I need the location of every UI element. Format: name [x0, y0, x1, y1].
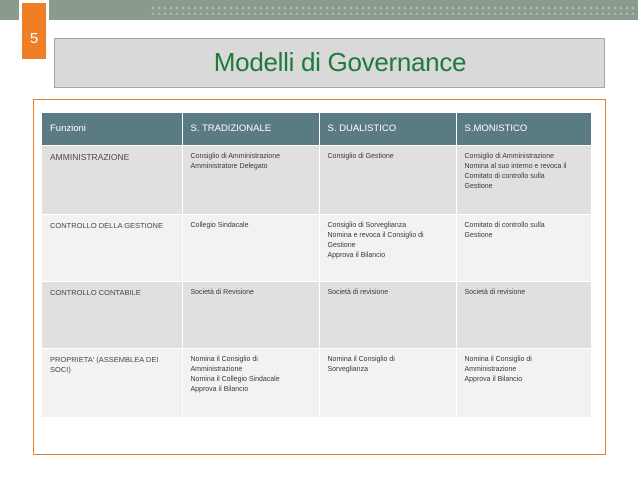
cell-text: Nomina il Consiglio di: [190, 355, 258, 363]
cell-text: Nomina il Consiglio di: [327, 355, 395, 363]
table-header-row: [42, 113, 591, 145]
cell-text: Nomina al suo interno e revoca il: [464, 162, 567, 170]
cell-text: Società di revisione: [327, 288, 389, 296]
cell-text: Società di revisione: [464, 288, 526, 296]
header-dualistico: S. DUALISTICO: [319, 113, 456, 145]
cell-text: Società di Revisione: [190, 288, 254, 296]
page-number-badge: 5: [19, 0, 49, 62]
cell-funzione: [42, 214, 182, 281]
table-row: [42, 348, 591, 417]
cell-text: Collegio Sindacale: [190, 221, 249, 229]
cell-text: Consiglio di Amministrazione: [190, 152, 280, 160]
cell-tradizionale: [182, 348, 319, 417]
cell-text: Nomina il Collegio Sindacale: [190, 375, 280, 383]
cell-text: Gestione: [327, 241, 356, 249]
cell-monistico: [456, 281, 591, 348]
top-decorative-band: [0, 0, 638, 20]
cell-text: Sorveglianza: [327, 365, 368, 373]
header-monistico: S.MONISTICO: [456, 113, 591, 145]
cell-text: Amministrazione: [464, 365, 517, 373]
header-funzioni: Funzioni: [42, 113, 182, 145]
cell-text: Approva il Bilancio: [464, 375, 523, 383]
slide-title: Modelli di Governance: [213, 47, 467, 77]
header-tradizionale: S. TRADIZIONALE: [182, 113, 319, 145]
cell-text: Nomina il Consiglio di: [464, 355, 532, 363]
cell-text: Comitato di controllo sulla: [464, 221, 545, 229]
cell-dualistico: [319, 214, 456, 281]
cell-text: SOCI): [50, 364, 71, 374]
cell-text: Consiglio di Sorveglianza: [327, 221, 407, 229]
cell-text: Nomina e revoca il Consiglio di: [327, 231, 424, 239]
cell-funzione: [42, 145, 182, 214]
table-row: [42, 145, 591, 214]
cell-text: Amministrazione: [190, 365, 243, 373]
cell-text: Approva il Bilancio: [190, 385, 249, 393]
cell-monistico: [456, 145, 591, 214]
cell-dualistico: [319, 281, 456, 348]
cell-tradizionale: [182, 281, 319, 348]
cell-text: Comitato di controllo sulla: [464, 172, 545, 180]
cell-text: CONTROLLO DELLA GESTIONE: [50, 220, 163, 230]
cell-text: Consiglio di Amministrazione: [464, 152, 554, 160]
cell-text: AMMINISTRAZIONE: [50, 151, 130, 162]
table-row: [42, 281, 591, 348]
governance-table: [42, 113, 591, 417]
title-bar: [54, 38, 605, 88]
cell-text: Consiglio di Gestione: [327, 152, 394, 160]
cell-tradizionale: [182, 214, 319, 281]
cell-funzione: [42, 348, 182, 417]
cell-monistico: [456, 348, 591, 417]
cell-tradizionale: [182, 145, 319, 214]
cell-text: Gestione: [464, 231, 493, 239]
cell-monistico: [456, 214, 591, 281]
dot-pattern: [150, 5, 638, 15]
cell-text: CONTROLLO CONTABILE: [50, 287, 141, 297]
cell-dualistico: [319, 348, 456, 417]
cell-text: Gestione: [464, 182, 493, 190]
cell-text: Approva il Bilancio: [327, 251, 386, 259]
cell-funzione: [42, 281, 182, 348]
table-row: [42, 214, 591, 281]
cell-text: PROPRIETA' (ASSEMBLEA DEI: [50, 354, 159, 364]
cell-dualistico: [319, 145, 456, 214]
cell-text: Amministratore Delegato: [190, 162, 268, 170]
